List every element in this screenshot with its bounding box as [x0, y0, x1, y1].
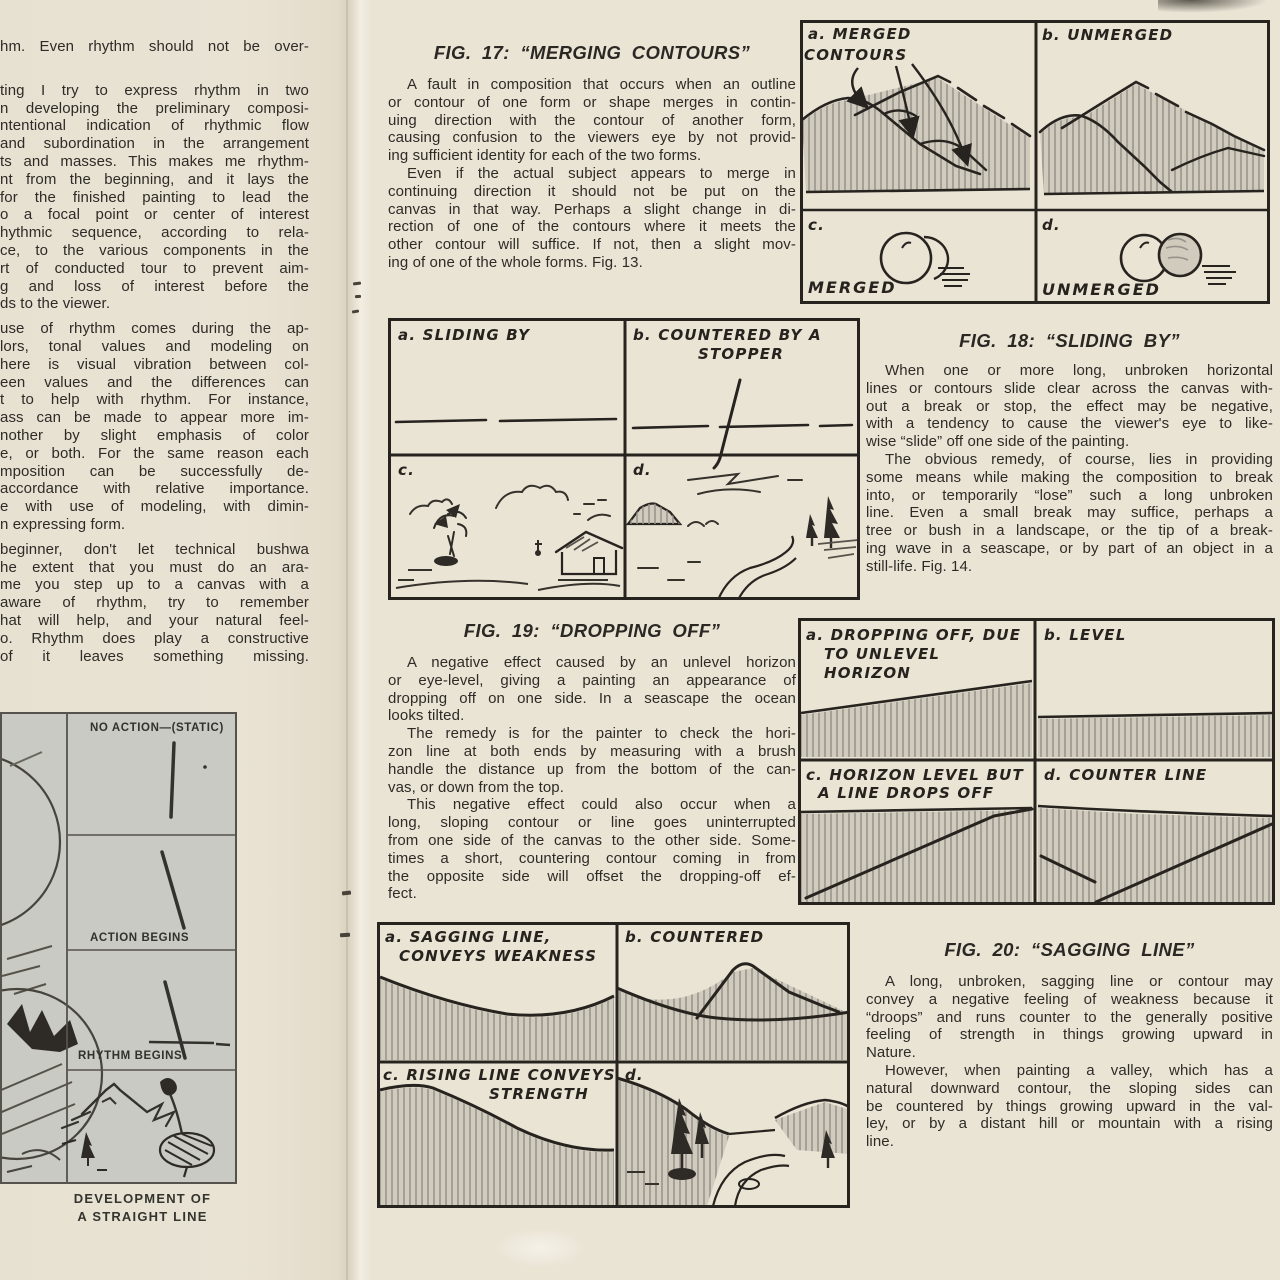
text-line: looks tilted. — [388, 707, 465, 725]
text-line: continuing direction it should not be put on the — [388, 182, 796, 200]
text-line: zon line at both ends by measuring with a brush — [388, 742, 796, 760]
panel-label-d: d. — [1042, 216, 1061, 234]
text-line: The remedy is for the painter to check the hori- — [407, 725, 796, 743]
text-line: ntentional indication of rhythmic flow — [0, 117, 309, 135]
fig20-body-text — [866, 973, 1273, 1151]
fig19-body-text — [388, 654, 796, 903]
text-line: e with use of modeling, with dimin- — [0, 498, 309, 516]
panel-label-contours: CONTOURS — [804, 46, 908, 64]
text-line: nother by slight emphasis of color — [0, 426, 309, 444]
text-line: out a break or stop, the effect may be negative, — [866, 397, 1273, 415]
page-spine-crease — [346, 0, 372, 1280]
text-line: causing confusion to the viewers eye by not provid- — [388, 129, 796, 147]
paragraph — [866, 1062, 1273, 1151]
text-line: and subordination in the arrangement — [0, 135, 309, 153]
text-line: A negative effect caused by an unlevel horizon — [407, 654, 796, 671]
fig17-heading: FIG. 17: “MERGING CONTOURS” — [433, 42, 751, 63]
text-line: ass can be made to appear more im- — [0, 409, 309, 427]
cell-label-rhythm-begins: RHYTHM BEGINS — [78, 1050, 183, 1062]
panel-label-c-horizon-level: c. HORIZON LEVEL BUT — [806, 766, 1024, 784]
panel-label-b-unmerged: b. UNMERGED — [1042, 26, 1174, 44]
text-line: canvas in that way. Perhaps a slight change in di- — [388, 200, 796, 218]
text-line: some means while making the composition to break — [866, 468, 1273, 486]
text-line: here is visual vibration between col- — [0, 355, 309, 373]
text-line: lors, tonal values and modeling on — [0, 337, 309, 355]
fig20-illustration-sagging-line — [377, 922, 850, 1208]
text-line: with a tendency to cause the viewer's eye to like- — [866, 415, 1273, 433]
text-line: accordance with relative importance. — [0, 480, 309, 498]
panel-label-c: c. — [398, 461, 415, 479]
text-line: ing sufficient identity for each of the two forms. — [388, 147, 702, 165]
cell-label-no-action-static: NO ACTION—(STATIC) — [90, 722, 224, 734]
text-line: he extent that you must do an ara- — [0, 558, 309, 576]
fig18-heading: FIG. 18: “SLIDING BY” — [959, 330, 1180, 351]
text-line: Even if the actual subject appears to merge in — [407, 164, 796, 182]
panel-label-strength: STRENGTH — [489, 1085, 589, 1103]
text-line: A fault in composition that occurs when an outline — [407, 76, 796, 93]
text-line: The obvious remedy, of course, lies in providing — [885, 450, 1273, 468]
text-line: hat will help, and your natural feel- — [0, 611, 309, 629]
text-line: from one side of the canvas to the other side. Some- — [388, 831, 796, 849]
text-line: vas, or down from the top. — [388, 778, 565, 796]
text-line: hm. Even rhythm should not be over- — [0, 38, 309, 55]
text-line: e, or both. For the same reason each — [0, 444, 309, 462]
paragraph — [388, 654, 796, 725]
text-line: handle the distance up from the bottom of the can- — [388, 760, 796, 778]
panel-label-b-countered: b. COUNTERED BY A — [633, 326, 822, 344]
text-line: ce, to the various components in the — [0, 241, 309, 259]
panel-label-d-counter-line: d. COUNTER LINE — [1044, 766, 1208, 784]
text-line: tree or bush in a landscape, or the tip of a break- — [866, 522, 1273, 540]
text-line: “droops” and runs counter to the generally positive — [866, 1008, 1273, 1026]
text-line: beginner, don't let technical bushwa — [0, 540, 309, 558]
paragraph — [388, 725, 796, 796]
panel-label-b-level: b. LEVEL — [1044, 626, 1127, 644]
paragraph — [0, 320, 309, 534]
text-line: ds to the viewer. — [0, 295, 111, 313]
text-line: wise “slide” off one side of the painting. — [866, 433, 1130, 451]
text-line: lines or contours slide clear across the canvas with- — [866, 379, 1273, 397]
development-of-straight-line-figure — [0, 712, 237, 1184]
text-line: times a short, countering contour coming in from — [388, 849, 796, 867]
panel-label-d: d. — [633, 461, 652, 479]
panel-label-to-unlevel: TO UNLEVEL — [824, 645, 941, 663]
text-line: the opposite side will offset the dropping-off ef- — [388, 867, 796, 885]
left-page-text-column — [0, 38, 309, 665]
sliding-by-sketch — [388, 318, 860, 600]
text-line: nt from the beginning, and it lays the — [0, 170, 309, 188]
panel-label-a-merged: a. MERGED — [808, 25, 912, 43]
paragraph — [388, 165, 796, 272]
text-line: ley, or by a distant hill or mountain with a rising — [866, 1115, 1273, 1133]
text-line: use of rhythm comes during the ap- — [0, 320, 309, 338]
fig17-body-text — [388, 76, 796, 272]
binding-stitch-mark — [340, 933, 350, 938]
paragraph — [388, 796, 796, 903]
photo-corner-shadow — [1158, 0, 1268, 13]
text-line: een values and the differences can — [0, 373, 309, 391]
binding-stitch-mark — [355, 295, 361, 299]
panel-label-c: c. — [808, 216, 825, 234]
panel-label-horizon: HORIZON — [824, 664, 912, 682]
text-line: feeling of strength in things growing upward in — [866, 1026, 1273, 1044]
text-line: line. — [866, 1133, 895, 1151]
panel-label-a-sliding-by: a. SLIDING BY — [398, 326, 531, 344]
cell-label-action-begins: ACTION BEGINS — [90, 932, 190, 944]
text-line: When one or more long, unbroken horizontal — [885, 362, 1273, 379]
fig19-illustration-dropping-off — [798, 618, 1275, 905]
text-line: Nature. — [866, 1044, 916, 1062]
text-line: convey a negative feeling of weakness because it — [866, 990, 1273, 1008]
text-line: o. Rhythm does play a constructive — [0, 629, 309, 647]
panel-label-b-countered: b. COUNTERED — [625, 928, 765, 946]
text-line: However, when painting a valley, which has a — [885, 1061, 1273, 1079]
fig18-illustration-sliding-by — [388, 318, 860, 600]
text-line: for the finished painting to lead the — [0, 188, 309, 206]
text-line: or eye-level, giving a painting an appearance of — [388, 671, 796, 689]
paragraph — [0, 82, 309, 313]
text-line: still-life. Fig. 14. — [866, 557, 973, 575]
caption-line-1: DEVELOPMENT OF — [73, 1191, 212, 1206]
text-line: rt of conducted tour to prevent aim- — [0, 259, 309, 277]
text-line: This negative effect could also occur when a — [407, 796, 796, 814]
text-line: dropping off on one side. In a seascape the ocean — [388, 689, 796, 707]
paragraph — [866, 362, 1273, 451]
panel-label-c-rising-line: c. RISING LINE CONVEYS — [383, 1066, 616, 1084]
text-line: fect. — [388, 885, 417, 903]
text-line: A long, unbroken, sagging line or contour may — [885, 973, 1273, 990]
text-line: other contour will suffice. If not, then a slight mov- — [388, 236, 796, 254]
text-line: rection of one of the contours where it meets the — [388, 218, 796, 236]
fig19-heading: FIG. 19: “DROPPING OFF” — [463, 620, 721, 641]
caption-line-2: A STRAIGHT LINE — [77, 1209, 208, 1224]
text-line: mposition can be successfully de- — [0, 462, 309, 480]
panel-caption-unmerged: UNMERGED — [1042, 280, 1161, 299]
paper-blemish — [495, 1228, 585, 1268]
panel-label-d: d. — [625, 1066, 644, 1084]
panel-label-conveys-weakness: CONVEYS WEAKNESS — [399, 947, 598, 965]
development-sketch — [2, 714, 235, 1182]
development-figure-caption — [10, 1190, 275, 1226]
text-line: ing of one of the whole forms. Fig. 13. — [388, 253, 643, 271]
text-line: hythmic sequence, according to rela- — [0, 224, 309, 242]
panel-caption-merged: MERGED — [808, 278, 897, 297]
text-line: uing direction with the contour of another form, — [388, 111, 796, 129]
text-line: aware of rhythm, try to remember — [0, 594, 309, 612]
text-line: me you step up to a canvas with a — [0, 576, 309, 594]
paragraph — [866, 451, 1273, 576]
text-line: n expressing form. — [0, 515, 126, 533]
fig18-body-text — [866, 362, 1273, 576]
text-line: t to help with rhythm. For instance, — [0, 391, 309, 409]
text-line: into, or temporarily “lose” such a long unbroken — [866, 486, 1273, 504]
paragraph — [0, 541, 309, 666]
text-line: long, sloping contour or line goes uninterrupted — [388, 814, 796, 832]
panel-label-a-sagging-line: a. SAGGING LINE, — [385, 928, 552, 946]
panel-label-line-drops-off: A LINE DROPS OFF — [818, 784, 995, 802]
panel-label-a-dropping-off: a. DROPPING OFF, DUE — [806, 626, 1022, 644]
text-line: ting I try to express rhythm in two — [0, 81, 309, 99]
text-line: line. Even a small break may suffice, perhaps a — [866, 504, 1273, 522]
text-line: of it leaves something missing. — [0, 647, 309, 665]
text-line: be countered by things growing upward in the val- — [866, 1097, 1273, 1115]
text-line: n developing the preliminary composi- — [0, 99, 309, 117]
text-line: ts and masses. This makes me rhythm- — [0, 152, 309, 170]
paragraph — [388, 76, 796, 165]
paragraph — [866, 973, 1273, 1062]
fig20-heading: FIG. 20: “SAGGING LINE” — [944, 939, 1195, 960]
text-line: natural downward contour, the sloping sides can — [866, 1079, 1273, 1097]
panel-label-stopper: STOPPER — [698, 345, 784, 363]
text-line: ing wave in a seascape, or by part of an object in a — [866, 539, 1273, 557]
text-line: g and loss of interest before the — [0, 277, 309, 295]
text-line: or contour of one form or shape merges in contin- — [388, 93, 796, 111]
paragraph — [0, 38, 309, 56]
fig17-illustration-merging-contours — [800, 20, 1270, 304]
text-line: o a focal point or center of interest — [0, 206, 309, 224]
